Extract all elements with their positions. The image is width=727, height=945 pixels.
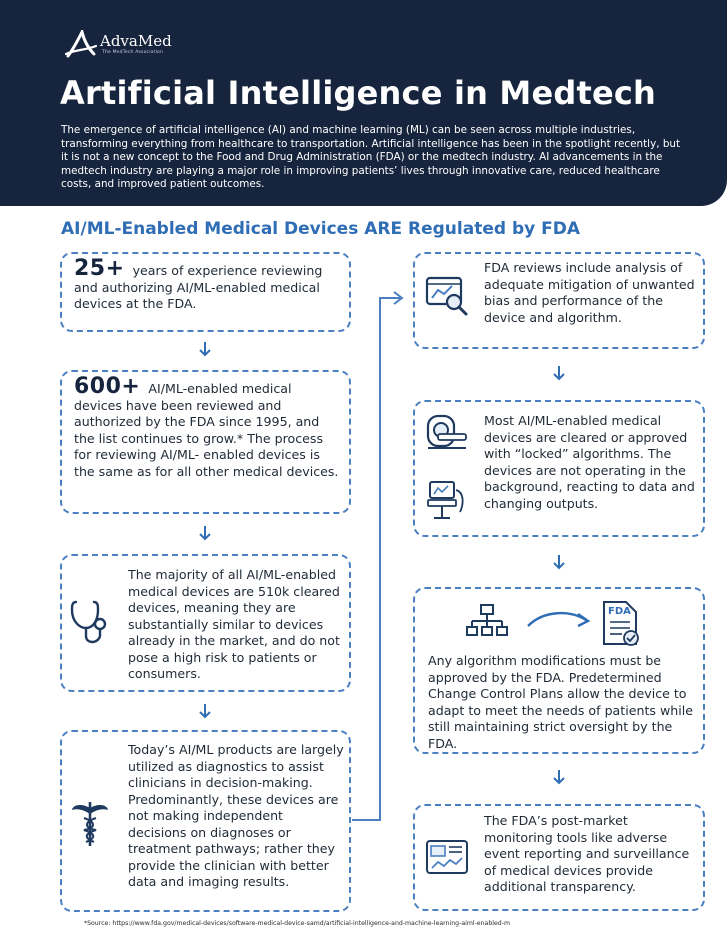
- stat-years-value: 25+: [74, 256, 125, 281]
- stat-years-text: years of experience reviewing and authorizing AI/ML-enabled medical devices at the FDA.: [74, 263, 323, 311]
- flowchart-icon: [466, 603, 508, 645]
- arrow-down-icon: [198, 341, 212, 357]
- dashboard-report-icon: [424, 838, 470, 878]
- page-title: Artificial Intelligence in Medtech: [60, 74, 657, 112]
- arrow-down-icon: [552, 365, 566, 381]
- mri-scanner-icon: [424, 412, 468, 452]
- info-postmarket-text: The FDA’s post-market monitoring tools like adverse event reporting and surveillance of medical devices provide additional transparency.: [484, 813, 690, 894]
- section-title: AI/ML-Enabled Medical Devices ARE Regulated by FDA: [61, 219, 580, 239]
- stat-devices-text: AI/ML-enabled medical devices have been reviewed and authorized by the FDA since 1995, and the list continues to grow.* The process for reviewing AI/ML- enabled devices is the same as for all other medical devices.: [74, 381, 339, 479]
- caduceus-icon: [70, 800, 110, 848]
- arrow-down-icon: [552, 769, 566, 785]
- stat-devices-value: 600+: [74, 374, 141, 399]
- header-banner: [0, 0, 727, 206]
- stethoscope-icon: [68, 598, 112, 648]
- info-diagnostics-text: Today’s AI/ML products are largely utilized as diagnostics to assist clinicians in decision-making. Predominantly, these devices are not making independent decisions on diagnoses or treatment pathways; rather they provide the clinician with better data and imaging results.: [128, 742, 344, 889]
- fda-document-icon: [600, 598, 642, 648]
- curved-arrow-icon: [524, 608, 594, 630]
- intro-paragraph: The emergence of artificial intelligence (AI) and machine learning (ML) can be seen across multiple industries, transforming everything from healthcare to transportation. Artificial intelligence has been in the spotlight recently, but it is not a new concept to the Food and Drug Administration (FDA) or the medtech industry. AI advancements in the medtech industry are playing a major role in improving patients’ lives through innovative care, reduced healthcare costs, and improved patient outcomes.: [61, 124, 681, 190]
- logo-tagline: The MedTech Association: [102, 50, 164, 55]
- ultrasound-machine-icon: [426, 478, 468, 522]
- arrow-down-icon: [198, 525, 212, 541]
- fda-label: FDA: [608, 606, 631, 617]
- column-connector-arrow: [350, 288, 410, 828]
- advamed-logo[interactable]: [64, 28, 174, 62]
- logo-name: AdvaMed: [100, 32, 172, 50]
- info-locked-text: Most AI/ML-enabled medical devices are cleared or approved with “locked” algorithms. The devices are not operating in the background, reacting to data and changing outputs.: [484, 413, 695, 511]
- stat-box-years-content: [74, 256, 342, 313]
- info-bias-text: FDA reviews include analysis of adequate mitigation of unwanted bias and performance of the device and algorithm.: [484, 260, 695, 325]
- info-modifications-text: Any algorithm modifications must be approved by the FDA. Predetermined Change Control Plans allow the device to adapt to meet the needs of patients while still maintaining strict oversight by the FDA.: [428, 653, 693, 751]
- info-510k-text: The majority of all AI/ML-enabled medical devices are 510k cleared devices, meaning they are substantially similar to devices already in the market, and do not pose a high risk to patients or consumers.: [128, 567, 340, 681]
- arrow-down-icon: [552, 554, 566, 570]
- monitor-magnifier-icon: [424, 272, 470, 318]
- arrow-down-icon: [198, 703, 212, 719]
- stat-box-devices-content: [74, 374, 342, 480]
- source-footnote[interactable]: *Source: https://www.fda.gov/medical-devices/software-medical-device-samd/artificial-intelligence-and-machine-learning-aiml-enabled-m: [84, 920, 510, 927]
- advamed-logo-icon: [64, 30, 98, 60]
